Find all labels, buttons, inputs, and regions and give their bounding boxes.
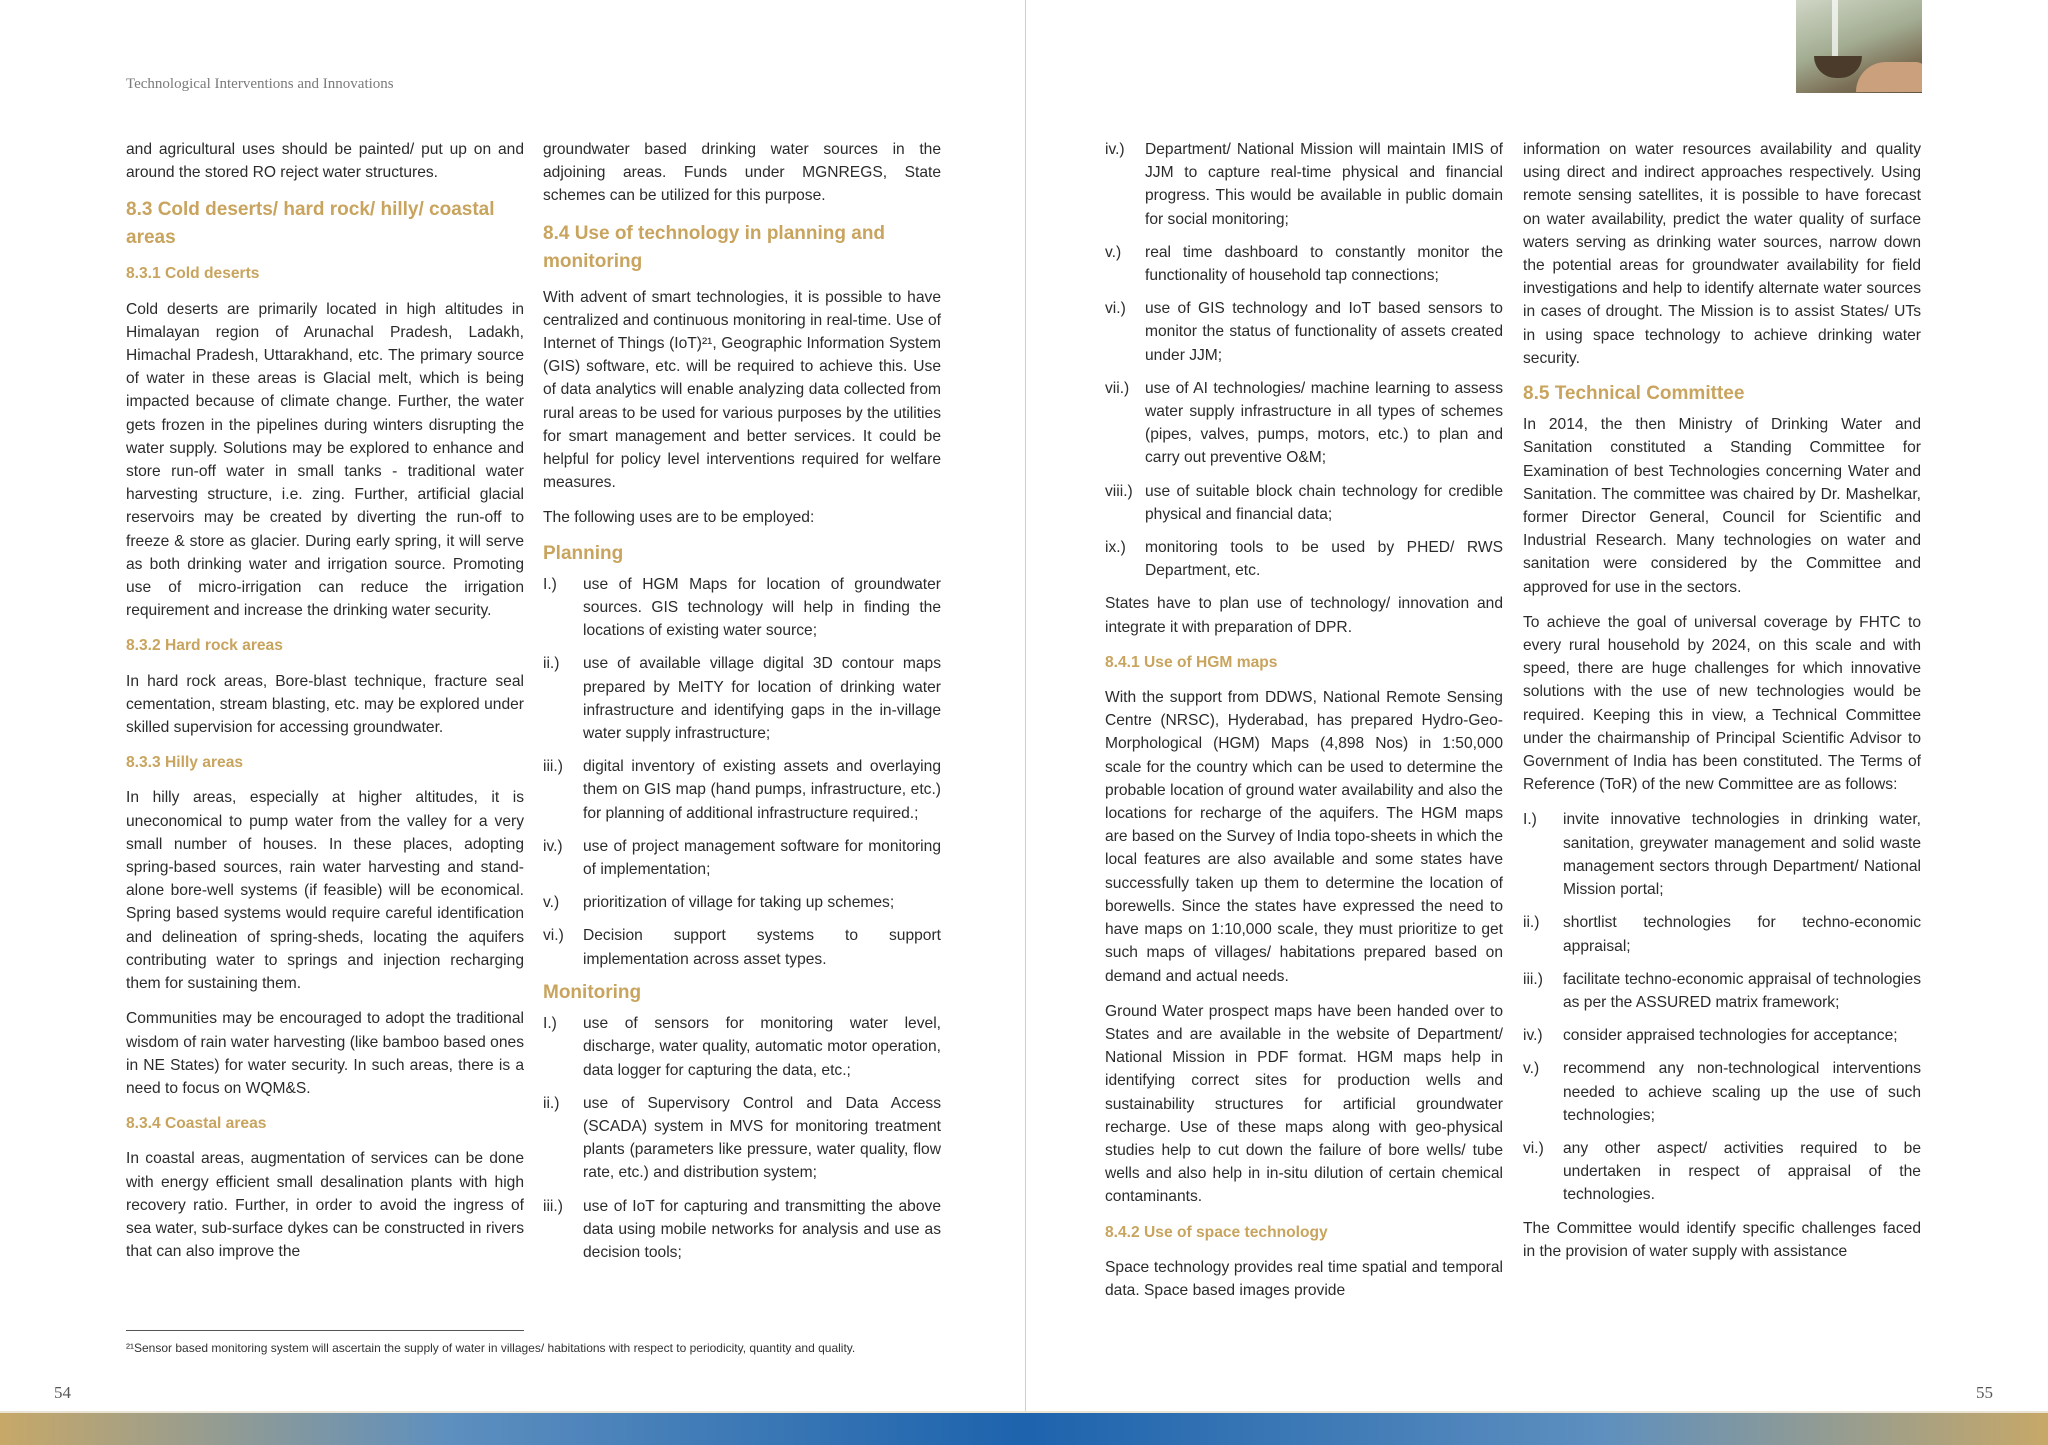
paragraph: Communities may be encouraged to adopt the traditional wisdom of rain water harvesting (like bamboo based ones in NE States) for water security. In such areas, there is a need to focus on WQM&S. [126,1010,524,1097]
paragraph: The Committee would identify specific challenges faced in the provision of water supply with assistance [1523,1219,1921,1260]
list-item: ii.) use of Supervisory Control and Data Access (SCADA) system in MVS for monitoring treatment plants (parameters like pressure, water quality, flow rate, etc.) and distribution system; [543,1094,941,1182]
heading-8-4-1: 8.4.1 Use of HGM maps [1105,653,1278,671]
paragraph: Cold deserts are primarily located in high altitudes in Himalayan region of Arunachal Pradesh, Ladakh, Himachal Pradesh, Uttarakhand, etc. The primary source of water in these areas is Glacial melt, which is being impacted because of climate change. Further, the water gets frozen in the pipelines during winters disrupting the water supply. Solutions may be explored to enhance and store run-off water in small tanks - traditional water harvesting structure, i.e. zing. Further, artificial glacial reservoirs may be created by diverting the run-off to freeze & store as glacier. During early spring, it will serve as both drinking water and irrigation source. Promoting use of micro-irrigation can reduce the irrigation requirement and increase the drinking water security. [126,300,524,620]
paragraph: information on water resources availability and quality using direct and indirect approaches respectively. Using remote sensing satellites, it is possible to have forecast on water availability, predict the water quality of surface waters serving as drinking water sources, narrow down the potential areas for groundwater availability for field investigations and help to identify alternate water sources in cases of drought. The Mission is to assist States/ UTs in using space technology to achieve drinking water security. [1523,141,1921,367]
list-item: vi.) Decision support systems to support implementation across asset types. [543,927,941,968]
monitoring-list-continued [1105,138,1503,582]
heading-8-3-1: 8.3.1 Cold deserts [126,265,260,283]
list-item: iii.) digital inventory of existing assets and overlaying them on GIS map (hand pumps, infrastructure, etc.) for planning of additional infrastructure required.; [543,758,941,822]
heading-8-4: 8.4 Use of technology in planning and monitoring [543,222,886,272]
heading-planning: Planning [543,542,624,564]
heading-8-3-3: 8.3.3 Hilly areas [126,754,244,772]
list-item: vi.) any other aspect/ activities required to be undertaken in respect of appraisal of the technologies. [1523,1139,1921,1204]
paragraph: and agricultural uses should be painted/ put up on and around the stored RO reject water structures. [126,141,524,182]
column-3 [1105,138,1503,1314]
heading-monitoring: Monitoring [543,981,642,1003]
heading-8-3-4: 8.3.4 Coastal areas [126,1115,267,1133]
list-item: v.) recommend any non-technological interventions needed to achieve scaling up the use of such technologies; [1523,1060,1921,1124]
paragraph: Space technology provides real time spatial and temporal data. Space based images provide [1105,1258,1503,1299]
paragraph: In hilly areas, especially at higher altitudes, it is uneconomical to pump water from the valley for a very small number of houses. In these places, adopting spring-based sources, rain water harvesting and stand-alone bore-well systems (if feasible) will be economical. Spring based systems would require careful identification and delineation of spring-sheds, locating the aquifers contributing water to springs and injection recharging them for sustaining them. [126,789,524,993]
planning-list [543,573,941,971]
paragraph: In hard rock areas, Bore-blast technique, fracture seal cementation, stream blasting, etc. may be explored under skilled supervision for accessing groundwater. [126,672,524,737]
list-item: I.) use of HGM Maps for location of groundwater sources. GIS technology will help in finding the locations of existing water source; [543,575,941,640]
list-item: iv.) consider appraised technologies for acceptance; [1523,1027,1898,1045]
tor-list [1523,808,1921,1206]
list-item: vii.) use of AI technologies/ machine learning to assess water supply infrastructure in all types of schemes (pipes, valves, pumps, motors, etc.) to plan and carry out preventive O&M; [1105,379,1503,467]
list-item: viii.) use of suitable block chain technology for credible physical and financial data; [1105,482,1503,523]
list-item: I.) invite innovative technologies in drinking water, sanitation, greywater management and solid waste management sectors through Department/ National Mission portal; [1523,811,1921,899]
heading-8-5: 8.5 Technical Committee [1523,383,1745,405]
paragraph: Ground Water prospect maps have been handed over to States and are available in the website of Department/ National Mission in PDF format. HGM maps help in identifying correct sites for production wells and sustainability structures for artificial groundwater recharge. Use of these maps along with geo-physical studies help to cut down the failure of bore wells/ tube wells and also help in in-situ dilution of certain chemical contaminants. [1105,1002,1503,1206]
list-item: ix.) monitoring tools to be used by PHED/ RWS Department, etc. [1105,539,1503,580]
paragraph: In coastal areas, augmentation of services can be done with energy efficient small desalination plants with high recovery ratio. Further, in order to avoid the ingress of sea water, sub-surface dykes can be constructed in rivers that can also improve the [126,1150,524,1261]
paragraph: To achieve the goal of universal coverage by FHTC to every rural household by 2024, on this scale and with speed, there are huge challenges for which innovative solutions with the use of new technologies would be required. Keeping this in view, a Technical Committee under the chairmanship of Principal Scientific Advisor to Government of India has been constituted. The Terms of Reference (ToR) of the new Committee are as follows: [1523,613,1921,794]
list-item: v.) real time dashboard to constantly monitor the functionality of household tap connections; [1105,243,1503,285]
monitoring-list [543,1012,941,1264]
paragraph: groundwater based drinking water sources in the adjoining areas. Funds under MGNREGS, State schemes can be utilized for this purpose. [543,141,941,205]
list-item: I.) use of sensors for monitoring water level, discharge, water quality, automatic motor operation, data logger for capturing the data, etc.; [543,1015,941,1079]
paragraph: With advent of smart technologies, it is possible to have centralized and continuous monitoring in real-time. Use of Internet of Things (IoT)²¹, Geographic Information System (GIS) software, etc. will be required to achieve this. Use of data analytics will enable analyzing data collected from rural areas to be used for various purposes by the utilities for smart management and better services. It could be helpful for policy level interventions required for welfare measures. [543,288,941,492]
heading-8-3: 8.3 Cold deserts/ hard rock/ hilly/ coastal areas [126,199,495,249]
list-item: vi.) use of GIS technology and IoT based sensors to monitor the status of functionality of assets created under JJM; [1105,300,1503,364]
list-item: ii.) shortlist technologies for techno-economic appraisal; [1523,914,1921,955]
column-2 [543,138,941,1274]
paragraph: States have to plan use of technology/ innovation and integrate it with preparation of DPR. [1105,595,1503,636]
paragraph: With the support from DDWS, National Remote Sensing Centre (NRSC), Hyderabad, has prepared Hydro-Geo-Morphological (HGM) Maps (4,898 Nos) in 1:50,000 scale for the country which can be used to determine the probable location of ground water availability and also the locations for recharge of the aquifers. The HGM maps are based on the Survey of India topo-sheets in which the local features are also available and some states have successfully taken up them to determine the location of borewells. Since the states have expressed the need to have maps on 1:10,000 scale, they must prioritize to get such maps of villages/ habitations prepared based on demand and actual needs. [1105,689,1503,985]
footnote-divider [126,1330,524,1331]
paragraph: The following uses are to be employed: [543,509,815,527]
footer-color-band [0,1413,2048,1445]
footnote: ²¹Sensor based monitoring system will ascertain the supply of water in villages/ habitations with respect to periodicity, quantity and quality. [126,1341,856,1355]
list-item: ii.) use of available village digital 3D contour maps prepared by MeITY for location of drinking water infrastructure and identifying gaps in the in-village water supply infrastructure; [543,655,941,743]
column-4 [1523,138,1921,1275]
list-item: v.) prioritization of village for taking up schemes; [543,894,895,912]
list-item: iv.) Department/ National Mission will maintain IMIS of JJM to capture real-time physical and financial progress. This would be available in public domain for social monitoring; [1105,141,1503,228]
page-number-left: 54 [54,1383,71,1402]
column-1 [126,138,524,1275]
running-head: Technological Interventions and Innovations [126,76,394,92]
page-number-right: 55 [1976,1383,1993,1402]
heading-8-4-2: 8.4.2 Use of space technology [1105,1223,1328,1241]
list-item: iv.) use of project management software for monitoring of implementation; [543,837,941,879]
list-item: iii.) facilitate techno-economic appraisal of technologies as per the ASSURED matrix framework; [1523,970,1921,1011]
water-pouring-photo [1796,0,1922,93]
heading-8-3-2: 8.3.2 Hard rock areas [126,637,283,655]
list-item: iii.) use of IoT for capturing and transmitting the above data using mobile networks for analysis and use as decision tools; [543,1197,941,1261]
paragraph: In 2014, the then Ministry of Drinking Water and Sanitation constituted a Standing Committee for Examination of best Technologies concerning Water and Sanitation. The committee was chaired by Dr. Mashelkar, former Director General, Council for Scientific and Industrial Research. Many technologies on water and sanitation were considered by the Committee and approved for use in the sectors. [1523,416,1921,596]
